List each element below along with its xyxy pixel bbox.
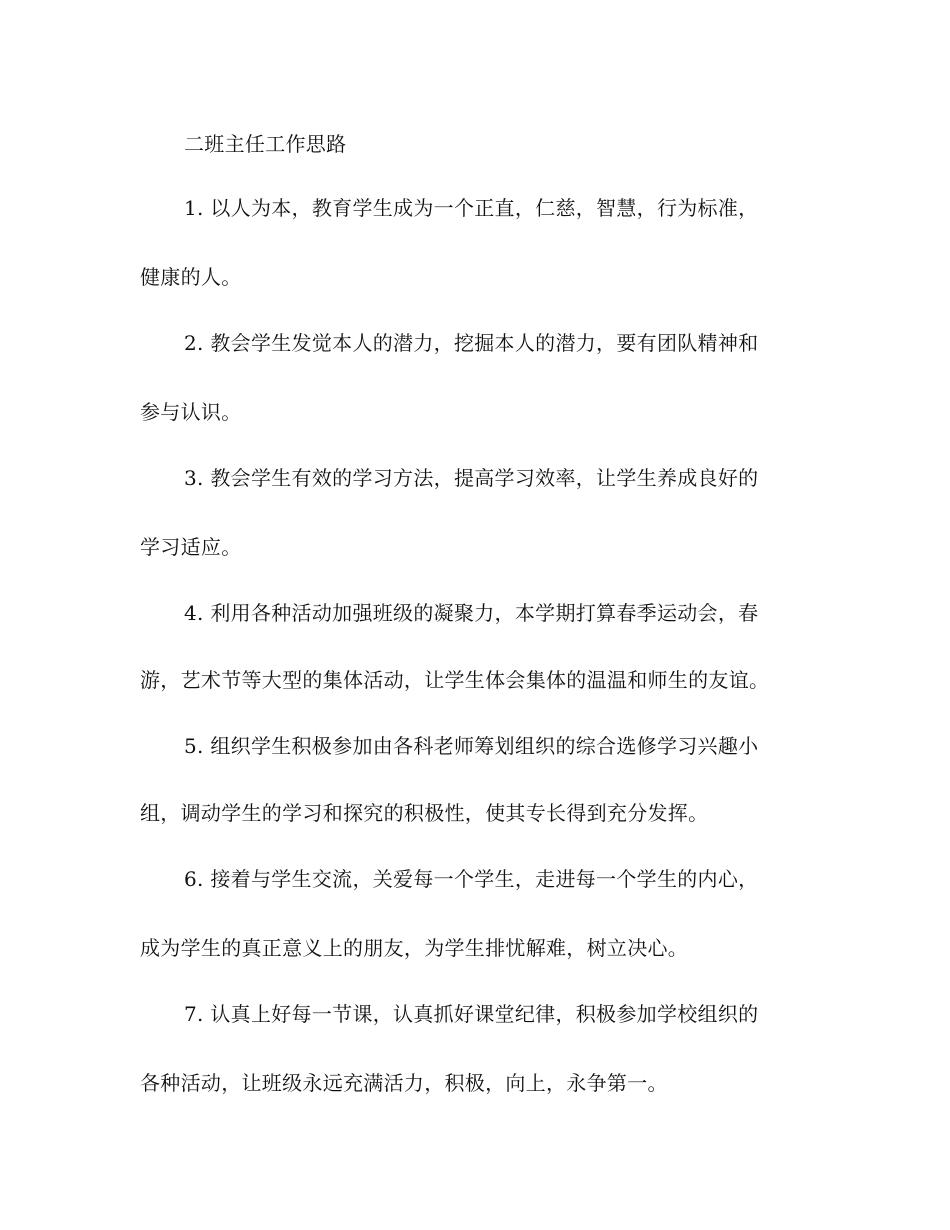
item-6-line-2: 成为学生的真正意义上的朋友，为学生排忧解难，树立决心。 xyxy=(140,936,689,960)
item-2-line-2: 参与认识。 xyxy=(140,400,242,424)
item-2-line-1: 2. 教会学生发觉本人的潜力，挖掘本人的潜力，要有团队精神和 xyxy=(184,331,759,355)
document-title: 二班主任工作思路 xyxy=(184,132,347,156)
item-3-line-1: 3. 教会学生有效的学习方法，提高学习效率，让学生养成良好的 xyxy=(184,466,759,490)
item-1-line-1: 1. 以人为本，教育学生成为一个正直，仁慈，智慧，行为标准， xyxy=(184,196,759,220)
item-4-line-2: 游，艺术节等大型的集体活动，让学生体会集体的温温和师生的友谊。 xyxy=(140,668,770,692)
item-7-line-2: 各种活动，让班级永远充满活力，积极，向上，永争第一。 xyxy=(140,1071,668,1095)
item-3-line-2: 学习适应。 xyxy=(140,535,242,559)
item-5-line-1: 5. 组织学生积极参加由各科老师筹划组织的综合选修学习兴趣小 xyxy=(184,734,759,758)
item-6-line-1: 6. 接着与学生交流，关爱每一个学生，走进每一个学生的内心， xyxy=(184,867,759,891)
item-4-line-1: 4. 利用各种活动加强班级的凝聚力，本学期打算春季运动会，春 xyxy=(184,601,759,625)
item-5-line-2: 组，调动学生的学习和探究的积极性，使其专长得到充分发挥。 xyxy=(140,801,709,825)
item-7-line-1: 7. 认真上好每一节课，认真抓好课堂纪律，积极参加学校组织的 xyxy=(184,1002,759,1026)
item-1-line-2: 健康的人。 xyxy=(140,265,242,289)
